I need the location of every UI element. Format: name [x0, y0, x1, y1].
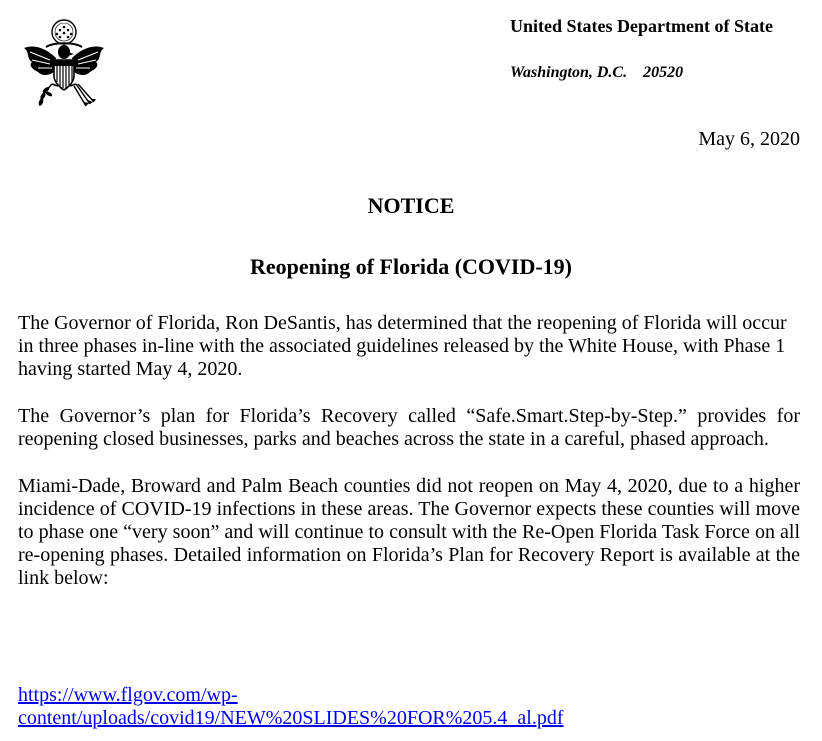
notice-body	[18, 312, 800, 614]
paragraph-recovery-plan: The Governor’s plan for Florida’s Recovery called “Safe.Smart.Step-by-Step.” provides for reopening closed businesses, parks and beaches across the state in a careful, phased approach.	[18, 405, 800, 450]
paragraph-counties: Miami-Dade, Broward and Palm Beach counties did not reopen on May 4, 2020, due to a higher incidence of COVID-19 infections in these areas. The Governor expects these counties will move to phase one “very soon” and will continue to consult with the Re-Open Florida Task Force on all re-opening phases. Detailed information on Florida’s Plan for Recovery Report is available at the link below:	[18, 475, 800, 589]
link-line-1: https://www.flgov.com/wp-	[18, 684, 238, 706]
agency-address	[510, 64, 683, 82]
recovery-report-link[interactable]	[18, 684, 564, 730]
paragraph-phases: The Governor of Florida, Ron DeSantis, has determined that the reopening of Florida will occur in three phases in-line with the associated guidelines released by the White House, with Phase 1 having started May 4, 2020.	[18, 312, 787, 380]
address-city: Washington, D.C.	[510, 64, 628, 81]
link-line-2: content/uploads/covid19/NEW%20SLIDES%20FOR%205.4_al.pdf	[18, 707, 564, 729]
agency-name: United States Department of State	[510, 16, 773, 36]
us-department-of-state-seal-icon	[16, 14, 112, 114]
notice-subject: Reopening of Florida (COVID-19)	[249, 254, 573, 279]
notice-date: May 6, 2020	[698, 128, 800, 150]
notice-title: NOTICE	[367, 193, 455, 218]
address-zip: 20520	[643, 64, 684, 81]
